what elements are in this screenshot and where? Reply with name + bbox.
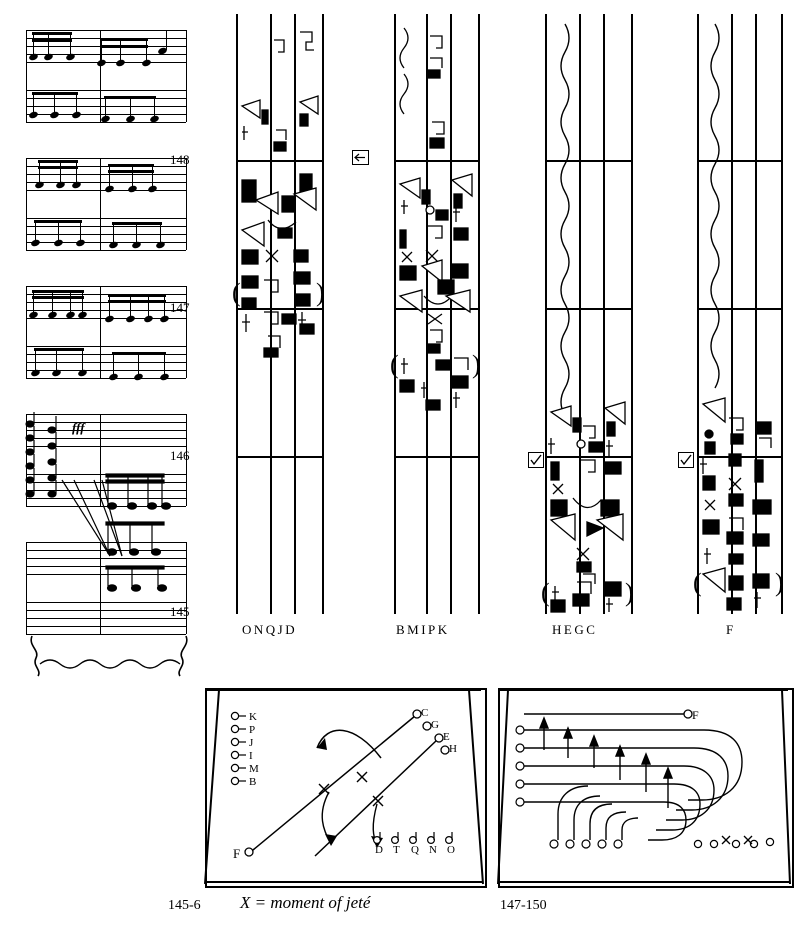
paren-open-146-sys2: ( [390,350,399,379]
system-3-glyphs [547,14,631,614]
system-1-staff [232,14,325,614]
note-cluster-svg [22,412,102,512]
paren-close-145-sys4: ) [775,568,784,597]
system-4-glyph-svg [699,14,781,614]
bottom-left-caption-text: X = moment of jeté [240,893,371,912]
paren-open-145-sys4: ( [693,568,702,597]
boxed-arrow-icon [352,150,369,165]
pitch-label-left-3: I [249,750,253,762]
system-2-glyph-svg [396,14,478,614]
pitch-label-tr-0: C [421,707,429,719]
measure-number-145: 145 [170,604,190,619]
pitch-label-left-4: M [249,763,259,775]
pitch-label-tr-1: G [431,719,439,731]
system-3-staff [541,14,634,614]
boxed-arrow-icon-svg [353,151,368,164]
system-2-staff [390,14,481,614]
measure-number-147: 147 [170,300,190,315]
paren-open-145-sys3: ( [541,578,550,607]
note-cluster-svg-2 [102,470,188,590]
pitch-label-br-4: O [447,844,455,856]
system-4-staff [693,14,784,614]
boxed-check-icon-1-svg [529,453,543,467]
system-4-label: F [726,622,736,637]
pitch-label-br-0: D [375,844,383,856]
pitch-label-tr-3: H [449,743,457,755]
boxed-check-icon-2-svg [679,453,693,467]
measure-number-146: 146 [170,448,190,463]
origin-label-f: F [233,846,241,861]
system-1-glyph-svg [238,14,322,614]
bottom-right-panel-svg [498,688,790,884]
system-1-label: ONQJD [242,622,298,637]
paren-close-147-sys1: ) [316,278,325,307]
pitch-label-left-2: J [249,737,254,749]
dynamic-marking: fff [72,420,85,435]
bottom-right-panel [498,688,794,888]
measure-number-148: 148 [170,152,190,167]
final-brace-svg [26,634,196,678]
pitch-label-br-2: Q [411,844,419,856]
music-staff-excerpt [8,8,208,668]
system-1-glyphs [238,14,322,614]
paren-close-146-sys2: ) [472,350,481,379]
bottom-left-caption-number: 145-6 [168,898,201,913]
pitch-label-left-0: K [249,711,257,723]
bottom-left-panel [205,688,487,888]
pitch-label-br-3: N [429,844,437,856]
pitch-label-tr-2: E [443,731,450,743]
system-3-glyph-svg [547,14,631,614]
bottom-right-caption-number: 147-150 [500,898,547,913]
label-top-f: F [692,708,699,722]
system-4-glyphs [699,14,781,614]
system-2-glyphs [396,14,478,614]
pitch-label-br-1: T [393,844,400,856]
pitch-label-left-5: B [249,776,257,788]
boxed-check-icon-1 [528,452,544,468]
system-2-label: BMIPK [396,622,450,637]
boxed-check-icon-2 [678,452,694,468]
system-3-label: HEGC [552,622,598,637]
bottom-left-panel-svg [205,688,483,884]
paren-open-147-sys1: ( [232,278,241,307]
paren-close-145-sys3: ) [625,578,634,607]
pitch-label-left-1: P [249,724,256,736]
